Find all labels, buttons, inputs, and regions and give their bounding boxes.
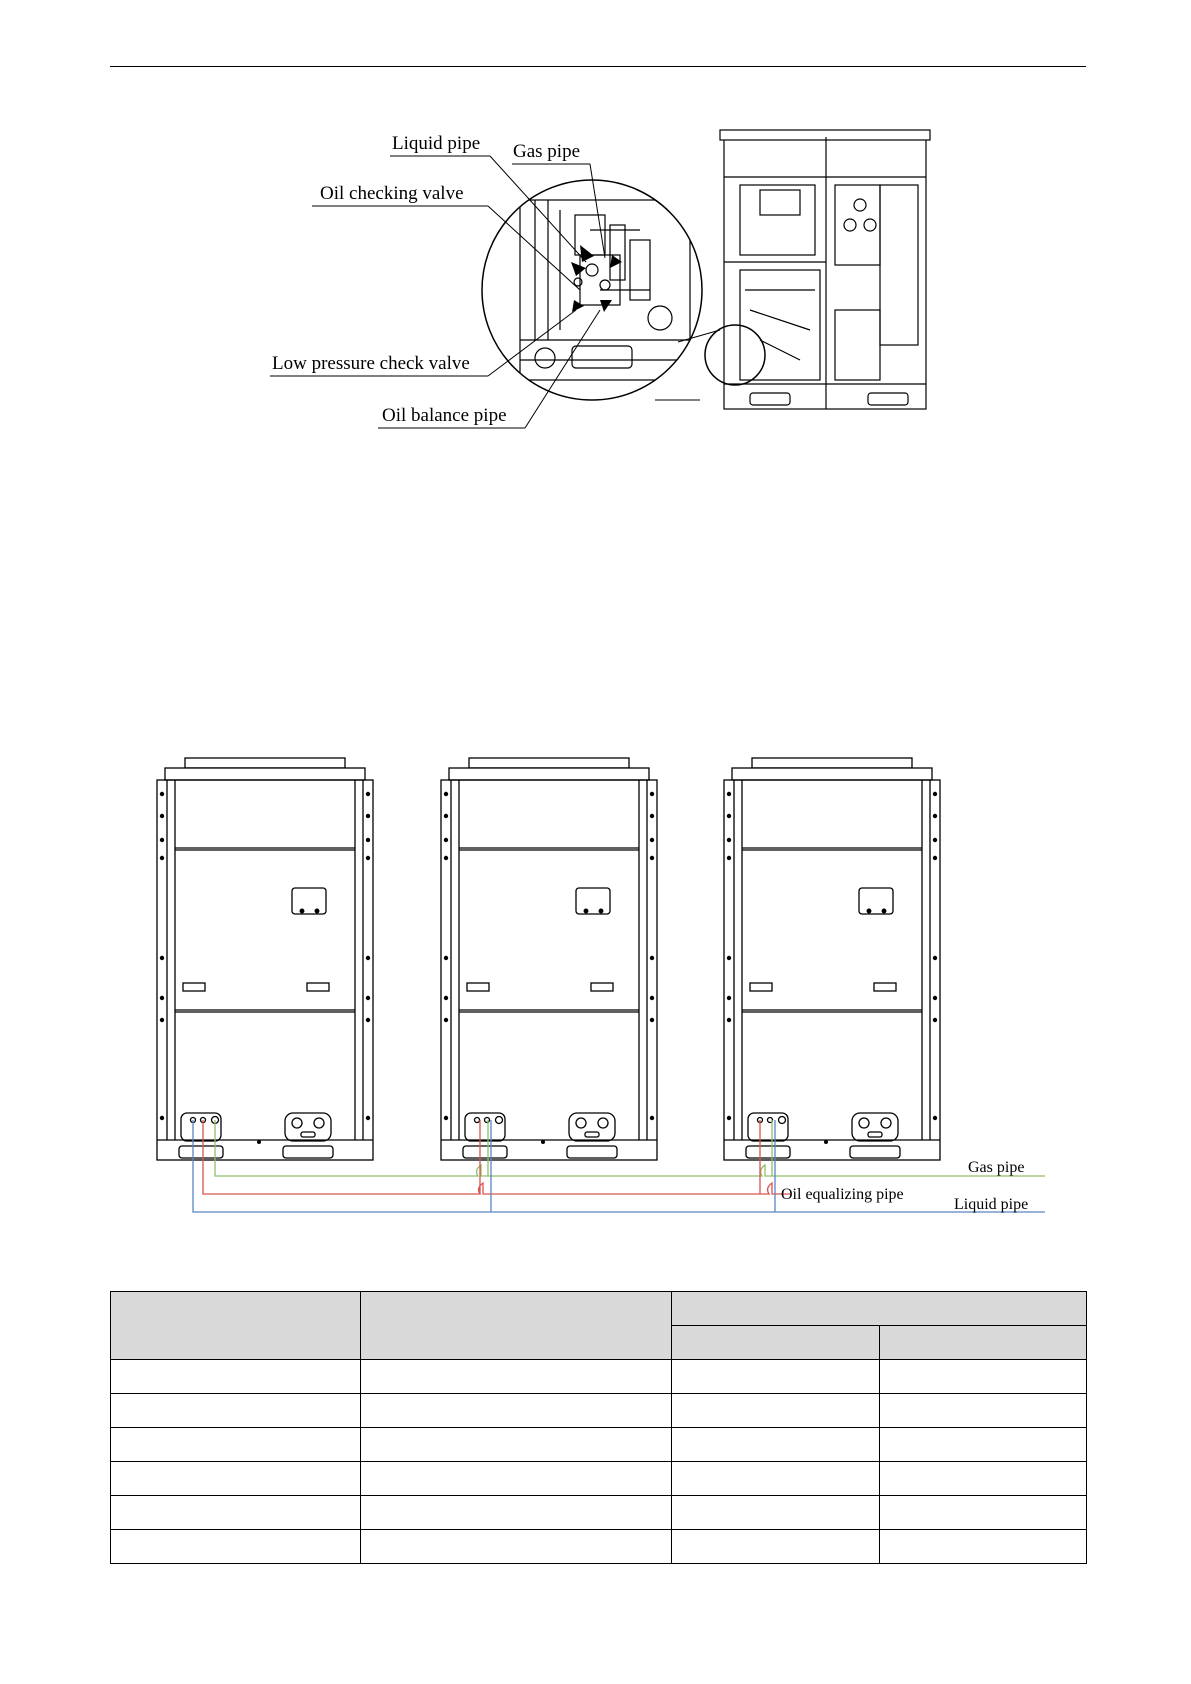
figure-modular-pipe-connection — [0, 740, 1191, 1220]
table-row — [111, 1428, 1087, 1462]
table-row — [111, 1462, 1087, 1496]
table-header-cell — [672, 1292, 1087, 1326]
label-liquid-pipe-2: Liquid pipe — [954, 1196, 1029, 1213]
label-gas-pipe-2: Gas pipe — [968, 1159, 1025, 1176]
table-header-cell — [361, 1292, 672, 1360]
label-oil-balance-pipe: Oil balance pipe — [382, 405, 507, 426]
outdoor-unit-2 — [441, 758, 657, 1160]
table-subheader-cell — [672, 1326, 880, 1360]
gas-pipe-line — [215, 1120, 1045, 1176]
table-header-row — [111, 1292, 1087, 1326]
table-row — [111, 1360, 1087, 1394]
label-oil-checking-valve: Oil checking valve — [320, 183, 464, 204]
zoom-detail-circle — [482, 180, 702, 400]
figure-outdoor-unit-detail — [0, 0, 1191, 460]
outdoor-unit-1 — [157, 758, 373, 1160]
outdoor-unit-3 — [724, 758, 940, 1160]
outdoor-unit-front-view — [705, 130, 930, 409]
table-header-cell — [111, 1292, 361, 1360]
liquid-pipe-line — [193, 1120, 1045, 1212]
label-low-pressure-check-valve: Low pressure check valve — [272, 353, 470, 374]
table-row — [111, 1530, 1087, 1564]
label-gas-pipe: Gas pipe — [513, 141, 581, 162]
table-subheader-cell — [880, 1326, 1087, 1360]
table-row — [111, 1394, 1087, 1428]
label-liquid-pipe: Liquid pipe — [392, 133, 481, 154]
oil-equalizing-pipe-line — [203, 1120, 790, 1194]
table-row — [111, 1496, 1087, 1530]
label-oil-equalizing-pipe: Oil equalizing pipe — [781, 1186, 904, 1203]
pipe-spec-table — [110, 1291, 1087, 1564]
